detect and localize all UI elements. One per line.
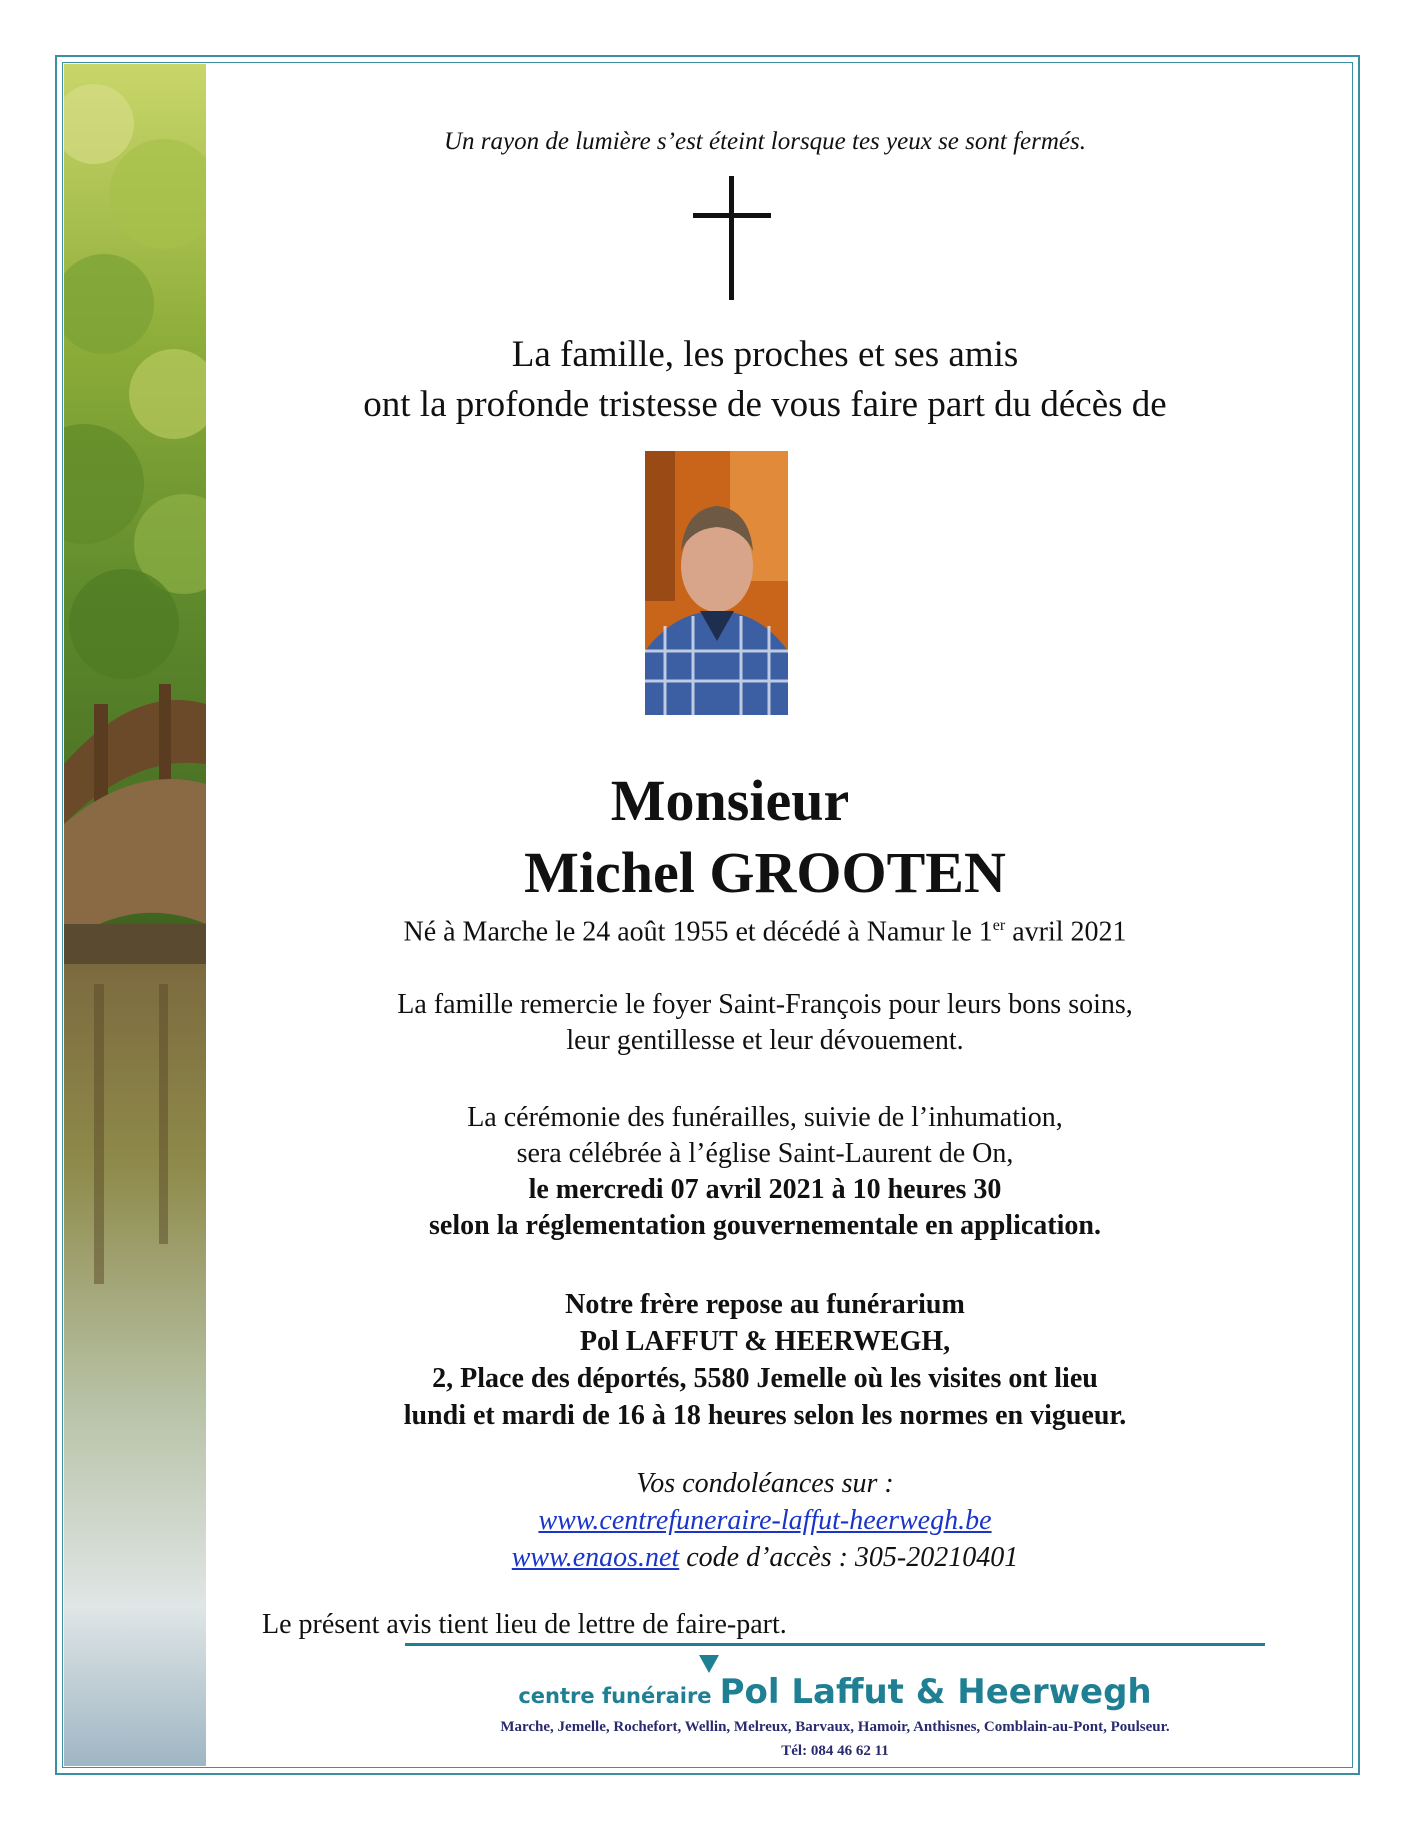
epitaph: Un rayon de lumière s’est éteint lorsque tes yeux se sont fermés. bbox=[444, 128, 1086, 155]
ceremony-line-1: La cérémonie des funérailles, suivie de l’inhumation, bbox=[467, 1102, 1063, 1133]
cross-icon bbox=[693, 176, 771, 300]
funerarium-line-3: 2, Place des déportés, 5580 Jemelle où les visites ont lieu bbox=[432, 1363, 1098, 1394]
announcement-line-2: ont la profonde tristesse de vous faire part du décès de bbox=[363, 384, 1167, 425]
brand-logo bbox=[405, 1672, 1265, 1712]
brand-towns: Marche, Jemelle, Rochefort, Wellin, Melreux, Barvaux, Hamoir, Anthisnes, Comblain-au-Pont, Poulseur. bbox=[500, 1719, 1170, 1735]
ceremony-line-3: le mercredi 07 avril 2021 à 10 heures 30 bbox=[528, 1174, 1002, 1205]
access-code: code d’accès : 305-20210401 bbox=[679, 1542, 1019, 1573]
thanks-line-1: La famille remercie le foyer Saint-François pour leurs bons soins, bbox=[397, 989, 1133, 1020]
deceased-title bbox=[220, 765, 1310, 909]
thanks-paragraph bbox=[220, 987, 1310, 1059]
brand-divider bbox=[405, 1643, 1265, 1646]
enaos-link[interactable]: www.enaos.net bbox=[511, 1542, 680, 1573]
funerarium-line-4: lundi et mardi de 16 à 18 heures selon les normes en vigueur. bbox=[403, 1400, 1127, 1431]
brand-triangle-icon bbox=[699, 1655, 719, 1673]
funerarium-line-2: Pol LAFFUT & HEERWEGH, bbox=[579, 1326, 951, 1357]
ceremony-line-4: selon la réglementation gouvernementale en application. bbox=[429, 1210, 1101, 1241]
condolences-section bbox=[220, 1465, 1310, 1576]
condolences-label: Vos condoléances sur : bbox=[636, 1468, 894, 1499]
brand-prefix: centre funéraire bbox=[518, 1684, 712, 1708]
brand-phone: Tél: 084 46 62 11 bbox=[781, 1743, 889, 1759]
funerarium-line-1: Notre frère repose au funérarium bbox=[565, 1289, 965, 1320]
honorific: Monsieur bbox=[610, 768, 850, 833]
brand-name: Pol Laffut & Heerwegh bbox=[719, 1672, 1152, 1712]
notice-text: Le présent avis tient lieu de lettre de faire-part. bbox=[262, 1609, 787, 1640]
announcement-line-1: La famille, les proches et ses amis bbox=[511, 334, 1019, 375]
funerarium-paragraph bbox=[220, 1286, 1310, 1434]
birth-death-dates bbox=[220, 908, 1310, 950]
dates-superscript: er bbox=[992, 917, 1006, 934]
portrait-photo bbox=[645, 451, 788, 715]
ceremony-paragraph bbox=[220, 1100, 1310, 1244]
thanks-line-2: leur gentillesse et leur dévouement. bbox=[566, 1025, 964, 1056]
ceremony-line-2: sera célébrée à l’église Saint-Laurent de On, bbox=[516, 1138, 1014, 1169]
deceased-name: Michel GROOTEN bbox=[524, 840, 1006, 905]
announcement bbox=[220, 330, 1310, 430]
dates-text: Né à Marche le 24 août 1955 et décédé à Namur le 1 bbox=[403, 916, 993, 948]
funeral-center-link[interactable]: www.centrefuneraire-laffut-heerwegh.be bbox=[538, 1505, 992, 1536]
dates-text-end: avril 2021 bbox=[1005, 916, 1127, 948]
side-landscape-photo bbox=[64, 64, 206, 1766]
